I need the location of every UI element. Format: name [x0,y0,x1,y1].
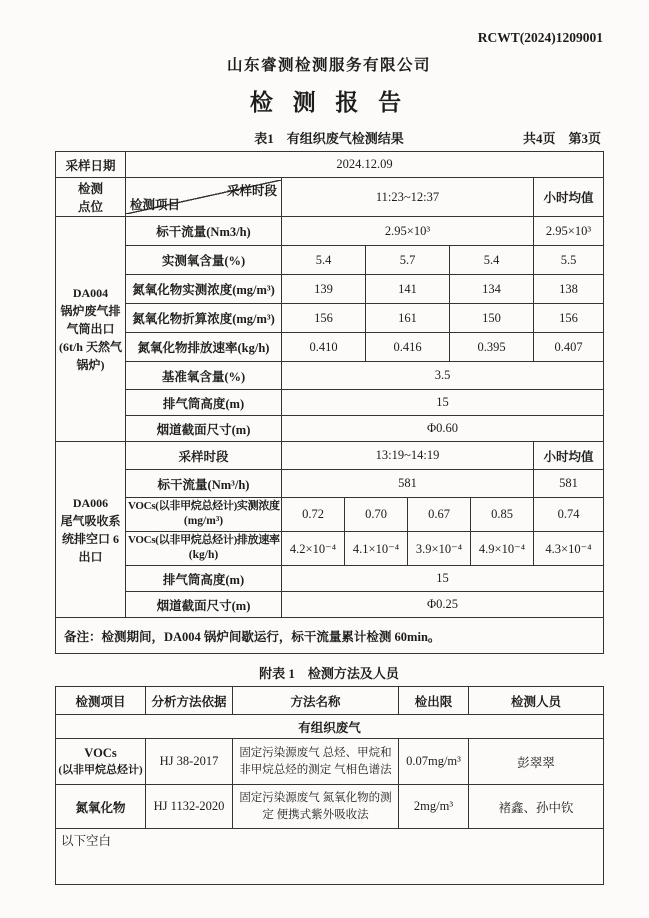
point-header-line1: 检测 [77,182,103,196]
s1-oxygen-hourly: 5.5 [534,246,604,275]
s1-flow-hourly: 2.95×10³ [534,217,604,246]
appendix-caption: 附表 1 检测方法及人员 [259,666,399,681]
s1-nox-rate-value-3: 0.395 [450,333,534,362]
s2-duct-size-value: Φ0.25 [282,592,604,618]
s2-flow-label: 标干流量(Nm³/h) [126,470,282,498]
s2-loc-line2: 尾气吸收系 [60,513,121,528]
s1-oxygen-value-2: 5.7 [366,246,450,275]
corner-label-item: 检测项目 [130,198,181,212]
blank-footer-row [56,829,604,885]
s1-nox-converted-row [56,304,604,333]
nox-person: 褚鑫、孙中钦 [469,785,604,829]
s1-nox-measured-value-3: 134 [450,275,534,304]
s2-stack-height-value: 15 [282,566,604,592]
s1-ref-oxygen-label: 基准氧含量(%) [126,362,282,390]
vocs-method-name: 固定污染源废气 总烃、甲烷和非甲烷总烃的测定 气相色谱法 [233,739,399,785]
methods-group-label: 有组织废气 [56,715,604,739]
s2-stack-height-row [56,566,604,592]
methods-row-nox [56,785,604,829]
vocs-item-line2: (以非甲烷总烃计) [58,764,143,776]
s1-stack-height-value: 15 [282,390,604,416]
nox-basis: HJ 1132-2020 [146,785,233,829]
s1-oxygen-label: 实测氧含量(%) [126,246,282,275]
s2-duct-size-row [56,592,604,618]
s1-duct-size-value: Φ0.60 [282,416,604,442]
s2-loc-line4: 出口 [78,549,103,564]
vocs-item-line1: VOCs [84,746,117,760]
s2-period-row [56,442,604,470]
s1-ref-oxygen-row [56,362,604,390]
s1-nox-converted-hourly: 156 [534,304,604,333]
methods-header-item: 检测项目 [56,687,146,715]
s2-flow-row [56,470,604,498]
methods-header-row [56,687,604,715]
s2-hourly-header: 小时均值 [534,442,604,470]
s2-vocs-conc-row [56,498,604,532]
s2-flow-hourly: 581 [534,470,604,498]
s1-nox-rate-value-2: 0.416 [366,333,450,362]
s1-flow-row [56,217,604,246]
s2-vocs-rate-hourly: 4.3×10⁻⁴ [534,532,604,566]
s1-nox-converted-value-3: 150 [450,304,534,333]
s1-oxygen-value-3: 5.4 [450,246,534,275]
s1-oxygen-value-1: 5.4 [282,246,366,275]
corner-label-period: 采样时段 [226,184,277,198]
s1-nox-converted-value-2: 161 [366,304,450,333]
point-header-cell [56,178,126,217]
s1-duct-size-label: 烟道截面尺寸(m) [126,416,282,442]
sampling-date-label: 采样日期 [56,152,126,178]
s2-duct-size-label: 烟道截面尺寸(m) [126,592,282,618]
s2-vocs-rate-row [56,532,604,566]
s1-flow-label: 标干流量(Nm3/h) [126,217,282,246]
s1-nox-measured-value-2: 141 [366,275,450,304]
s1-loc-line2: 锅炉废气排 [60,304,121,318]
sampling-date-row [56,152,604,178]
s1-duct-size-row [56,416,604,442]
s1-nox-measured-row [56,275,604,304]
nox-detection-limit: 2mg/m³ [399,785,469,829]
s2-vocs-conc-label-line1: VOCs(以非甲烷总烃计)实测浓度 [128,500,280,513]
s1-stack-height-label: 排气筒高度(m) [126,390,282,416]
s1-nox-rate-label: 氮氧化物排放速率(kg/h) [126,333,282,362]
s2-period-value: 13:19~14:19 [282,442,534,470]
company-name: 山东睿测检测服务有限公司 [226,57,431,74]
s2-location-cell [56,442,126,618]
s1-loc-line3: 气筒出口 [66,322,115,336]
s2-vocs-rate-value-4: 4.9×10⁻⁴ [471,532,534,566]
s2-vocs-conc-value-4: 0.85 [471,498,534,532]
s1-oxygen-row [56,246,604,275]
s2-loc-line1: DA006 [72,495,109,510]
page-count: 共4页 第3页 [522,131,601,146]
table-header-row [56,178,604,217]
s1-loc-line4: (6t/h 天然气 [58,340,122,354]
s1-nox-converted-value-1: 156 [282,304,366,333]
note-row [56,618,604,654]
nox-method-name: 固定污染源废气 氮氧化物的测定 便携式紫外吸收法 [233,785,399,829]
s1-nox-rate-value-1: 0.410 [282,333,366,362]
s1-nox-rate-row [56,333,604,362]
s2-vocs-rate-label-line2: (kg/h) [188,549,219,562]
s1-loc-line1: DA004 [72,286,109,300]
methods-row-vocs [56,739,604,785]
s1-nox-converted-label: 氮氧化物折算浓度(mg/m³) [126,304,282,333]
s2-period-label: 采样时段 [126,442,282,470]
s2-vocs-rate-label-line1: VOCs(以非甲烷总烃计)排放速率 [128,534,280,547]
s2-loc-line3: 统排空口 6 [61,531,119,546]
methods-header-name: 方法名称 [233,687,399,715]
s2-vocs-conc-value-3: 0.67 [408,498,471,532]
vocs-item-cell [56,739,146,785]
s1-flow-value: 2.95×10³ [282,217,534,246]
blank-below-text: 以下空白 [56,829,604,885]
vocs-detection-limit: 0.07mg/m³ [399,739,469,785]
diagonal-divider [126,180,281,214]
methods-group-row [56,715,604,739]
s2-vocs-conc-value-1: 0.72 [282,498,345,532]
s2-vocs-rate-label [126,532,282,566]
report-content [55,0,603,885]
s2-vocs-rate-value-1: 4.2×10⁻⁴ [282,532,345,566]
s2-stack-height-label: 排气筒高度(m) [126,566,282,592]
table1-caption: 表1 有组织废气检测结果 [254,131,404,146]
vocs-person: 彭翠翠 [469,739,604,785]
s2-vocs-conc-label-line2: (mg/m³) [183,515,224,528]
report-title: 检 测 报 告 [249,90,409,115]
doc-number: RCWT(2024)1209001 [477,30,603,45]
s1-hourly-header: 小时均值 [534,178,604,217]
s1-nox-measured-label: 氮氧化物实测浓度(mg/m³) [126,275,282,304]
s1-nox-rate-hourly: 0.407 [534,333,604,362]
s2-vocs-rate-value-3: 3.9×10⁻⁴ [408,532,471,566]
sampling-date-value: 2024.12.09 [126,152,604,178]
s2-vocs-conc-hourly: 0.74 [534,498,604,532]
s1-period-value: 11:23~12:37 [282,178,534,217]
methods-header-person: 检测人员 [469,687,604,715]
diagonal-header-cell [126,178,282,217]
s2-vocs-conc-value-2: 0.70 [345,498,408,532]
s1-location-cell [56,217,126,442]
s1-ref-oxygen-value: 3.5 [282,362,604,390]
s1-loc-line5: 锅炉) [76,358,105,372]
note-text: 备注：检测期间，DA004 锅炉间歇运行，标干流量累计检测 60min。 [56,618,604,654]
s1-nox-measured-value-1: 139 [282,275,366,304]
methods-header-limit: 检出限 [399,687,469,715]
s1-stack-height-row [56,390,604,416]
s2-vocs-rate-value-2: 4.1×10⁻⁴ [345,532,408,566]
methods-header-basis: 分析方法依据 [146,687,233,715]
nox-item-cell: 氮氧化物 [56,785,146,829]
s2-vocs-conc-label [126,498,282,532]
vocs-basis: HJ 38-2017 [146,739,233,785]
table1-caption-row [55,128,603,146]
results-table [55,151,604,654]
point-header-line2: 点位 [77,200,103,214]
s1-nox-measured-hourly: 138 [534,275,604,304]
s2-flow-value: 581 [282,470,534,498]
methods-table [55,686,604,885]
